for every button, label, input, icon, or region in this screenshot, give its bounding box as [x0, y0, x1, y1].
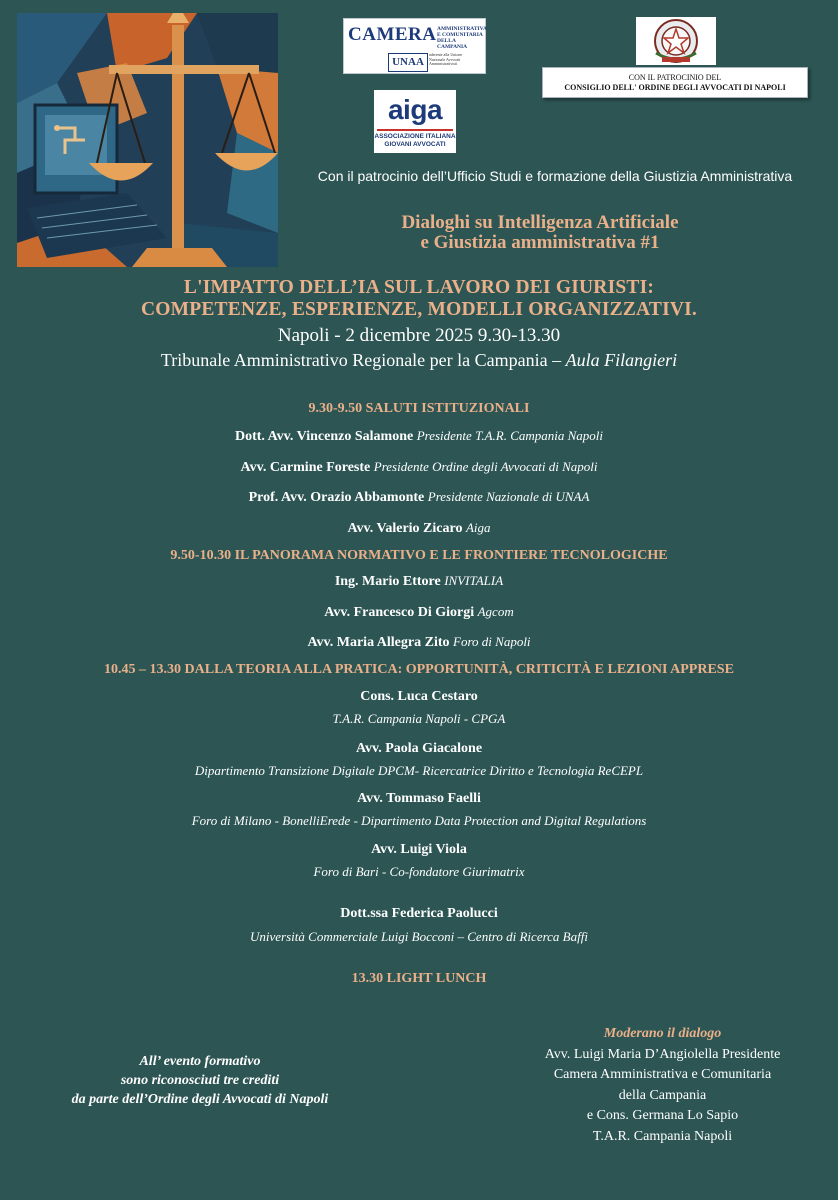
- section-heading-saluti: 9.30-9.50 SALUTI ISTITUZIONALI: [308, 401, 530, 416]
- series-title-line-1: Dialoghi su Intelligenza Artificiale: [401, 212, 679, 233]
- moderators-block: [500, 1024, 825, 1147]
- artwork-scales-of-justice: [17, 13, 278, 267]
- aiga-logo: [374, 90, 456, 153]
- event-venue: Tribunale Amministrativo Regionale per la Campania – Aula Filangieri: [160, 350, 678, 370]
- moderators-line: T.A.R. Campania Napoli: [592, 1128, 733, 1144]
- speaker-line: Prof. Avv. Orazio Abbamonte Presidente Nazionale di UNAA: [248, 489, 590, 505]
- speaker-affiliation: Foro di Bari - Co-fondatore Giurimatrix: [313, 864, 525, 879]
- credits-note: All’ evento formativo sono riconosciuti tre crediti da parte dell’Ordine degli Avvocati di Napoli: [71, 1054, 329, 1107]
- series-title-line-2: e Giustizia amministrativa #1: [420, 232, 660, 253]
- venue-aula: Aula Filangieri: [565, 350, 678, 370]
- speaker-affiliation: Foro di Milano - BonelliErede - Dipartimento Data Protection and Digital Regulations: [191, 813, 647, 828]
- patrocinio-line-2: CONSIGLIO DELL' ORDINE DEGLI AVVOCATI DI NAPOLI: [564, 83, 786, 92]
- speaker-affiliation: Università Commerciale Luigi Bocconi – Centro di Ricerca Baffi: [250, 929, 588, 944]
- moderators-line: della Campania: [618, 1087, 707, 1103]
- event-title-line-2: COMPETENZE, ESPERIENZE, MODELLI ORGANIZZATIVI.: [140, 299, 698, 320]
- speaker-name: Avv. Paola Giacalone: [355, 741, 483, 756]
- event-date-time: Napoli - 2 dicembre 2025 9.30-13.30: [277, 325, 561, 346]
- moderators-line: Camera Amministrativa e Comunitaria: [553, 1067, 772, 1082]
- speaker-affiliation: T.A.R. Campania Napoli - CPGA: [332, 711, 506, 726]
- camera-logo-word: CAMERA: [348, 24, 437, 45]
- section-heading-panorama: 9.50-10.30 IL PANORAMA NORMATIVO E LE FRONTIERE TECNOLOGICHE: [170, 548, 668, 563]
- unaa-logo-word: UNAA: [388, 53, 428, 72]
- speaker-affiliation: Dipartimento Transizione Digitale DPCM- Ricercatrice Diritto e Tecnologia ReCEPL: [194, 763, 644, 778]
- speaker-name: Avv. Luigi Viola: [371, 842, 467, 857]
- speaker-line: Avv. Valerio Zicaro Aiga: [347, 520, 491, 536]
- event-title-line-1: L'IMPATTO DELL’IA SUL LAVORO DEI GIURISTI:: [183, 277, 655, 298]
- camera-logo-subtitle: AMMINISTRATIVA E COMUNITARIA DELLA CAMPANIA: [437, 26, 487, 50]
- moderators-line: e Cons. Germana Lo Sapio: [586, 1108, 739, 1123]
- aiga-logo-subtitle: ASSOCIAZIONE ITALIANA GIOVANI AVVOCATI: [374, 133, 456, 148]
- ufficio-studi-patrocinio: Con il patrocinio dell’Ufficio Studi e formazione della Giustizia Amministrativa: [317, 168, 793, 184]
- unaa-logo-subtitle: aderente alla Unione Nazionale Avvocati Amministrativisti: [429, 52, 463, 66]
- patrocinio-consiglio-ordine-box: [542, 67, 808, 98]
- speaker-name: Avv. Tommaso Faelli: [357, 791, 481, 806]
- speaker-line: Avv. Maria Allegra Zito Foro di Napoli: [307, 634, 531, 650]
- speaker-line: Avv. Carmine Foreste Presidente Ordine degli Avvocati di Napoli: [240, 459, 598, 475]
- aiga-logo-word: aiga: [387, 94, 443, 125]
- speaker-name: Dott.ssa Federica Paolucci: [340, 906, 498, 921]
- section-heading-lunch: 13.30 LIGHT LUNCH: [351, 971, 487, 986]
- camera-amministrativa-logo: [343, 18, 486, 74]
- aiga-logo-bar: [377, 129, 453, 131]
- speaker-line: Ing. Mario Ettore INVITALIA: [334, 573, 504, 589]
- section-heading-teoria-pratica: 10.45 – 13.30 DALLA TEORIA ALLA PRATICA: OPPORTUNITÀ, CRITICITÀ E LEZIONI APPRESE: [104, 662, 734, 677]
- italian-republic-emblem-icon: [636, 17, 716, 65]
- moderators-heading: Moderano il dialogo: [603, 1026, 722, 1041]
- speaker-line: Avv. Francesco Di Giorgi Agcom: [324, 604, 514, 620]
- speaker-line: Dott. Avv. Vincenzo Salamone Presidente T.A.R. Campania Napoli: [234, 428, 604, 444]
- patrocinio-line-1: CON IL PATROCINIO DEL: [628, 73, 722, 82]
- moderators-line: Avv. Luigi Maria D’Angiolella Presidente: [544, 1046, 781, 1062]
- speaker-name: Cons. Luca Cestaro: [360, 689, 478, 704]
